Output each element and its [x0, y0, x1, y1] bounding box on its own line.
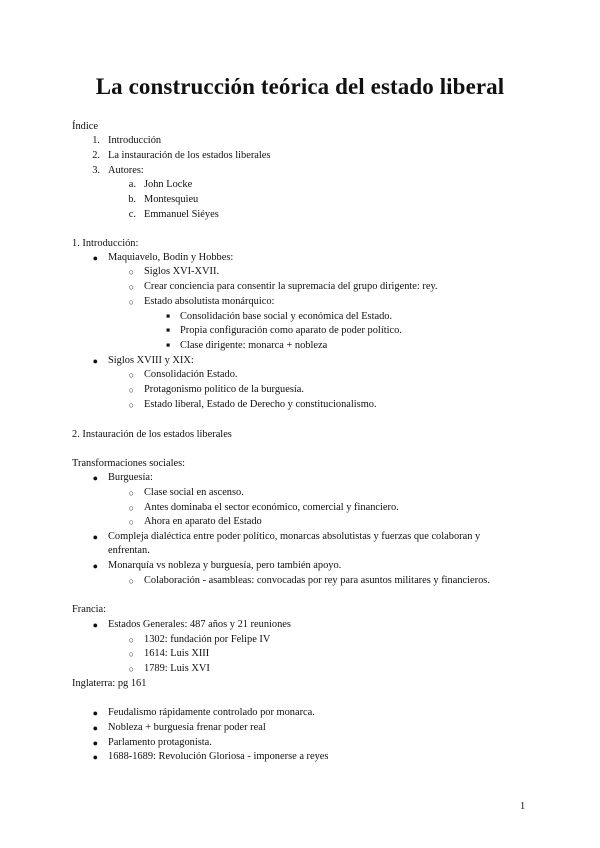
circle-bullet-icon: ○: [128, 635, 134, 645]
bullet-icon: ●: [92, 253, 98, 263]
author-item: John Locke: [144, 179, 193, 190]
author-marker: b.: [128, 194, 136, 205]
subheading: Transformaciones sociales:: [72, 458, 186, 469]
list-item: Burguesía:: [108, 472, 153, 483]
author-marker: c.: [128, 209, 136, 220]
circle-bullet-icon: ○: [128, 503, 134, 513]
list-item: Estado liberal, Estado de Derecho y constitucionalismo.: [144, 399, 377, 410]
list-item: 1614: Luis XIII: [144, 648, 210, 659]
list-item: Colaboración - asambleas: convocadas por rey para asuntos militares y financieros.: [144, 575, 490, 586]
index-item: La instauración de los estados liberales: [108, 150, 271, 161]
bullet-icon: ●: [92, 473, 98, 483]
circle-bullet-icon: ○: [128, 267, 134, 277]
square-bullet-icon: ■: [166, 313, 170, 320]
square-bullet-icon: ■: [166, 342, 170, 349]
circle-bullet-icon: ○: [128, 488, 134, 498]
list-item: Nobleza + burguesía frenar poder real: [108, 722, 266, 733]
index-marker: 2.: [92, 150, 100, 161]
subheading: Inglaterra: pg 161: [72, 678, 147, 689]
circle-bullet-icon: ○: [128, 664, 134, 674]
bullet-icon: ●: [92, 708, 98, 718]
bullet-icon: ●: [92, 738, 98, 748]
list-item: Clase social en ascenso.: [144, 487, 244, 498]
bullet-icon: ●: [92, 752, 98, 762]
author-marker: a.: [128, 179, 136, 190]
index-heading: Índice: [72, 121, 98, 132]
bullet-icon: ●: [92, 356, 98, 366]
list-item: Clase dirigente: monarca + nobleza: [180, 340, 328, 351]
circle-bullet-icon: ○: [128, 576, 134, 586]
index-item: Autores:: [108, 165, 144, 176]
list-item: 1789: Luis XVI: [144, 663, 210, 674]
list-item: 1688-1689: Revolución Gloriosa - imponerse a reyes: [108, 751, 329, 762]
circle-bullet-icon: ○: [128, 517, 134, 527]
subheading: Francia:: [72, 604, 107, 615]
circle-bullet-icon: ○: [128, 297, 134, 307]
bullet-icon: ●: [92, 620, 98, 630]
document-title: La construcción teórica del estado liberal: [95, 74, 505, 99]
list-item: Monarquía vs nobleza y burguesía, pero también apoyo.: [108, 560, 342, 571]
bullet-icon: ●: [92, 561, 98, 571]
square-bullet-icon: ■: [166, 327, 170, 334]
list-item: Compleja dialéctica entre poder político, monarcas absolutistas y fuerzas que colaboran y enfrentan.: [108, 531, 481, 556]
list-item: Consolidación Estado.: [144, 369, 238, 380]
list-item: Consolidación base social y económica del Estado.: [180, 311, 393, 322]
list-item: 1302: fundación por Felipe IV: [144, 634, 271, 645]
list-item: Estados Generales: 487 años y 21 reuniones: [108, 619, 291, 630]
author-item: Montesquieu: [144, 194, 199, 205]
circle-bullet-icon: ○: [128, 400, 134, 410]
list-item: Propia configuración como aparato de poder político.: [180, 325, 402, 336]
list-item: Ahora en aparato del Estado: [144, 516, 262, 527]
index-marker: 1.: [92, 135, 100, 146]
list-item: Parlamento protagonista.: [108, 737, 212, 748]
list-item: Siglos XVI-XVII.: [144, 266, 220, 277]
circle-bullet-icon: ○: [128, 282, 134, 292]
circle-bullet-icon: ○: [128, 649, 134, 659]
author-item: Emmanuel Siéyes: [144, 209, 219, 220]
list-item: Crear conciencia para consentir la supremacía del grupo dirigente: rey.: [144, 281, 438, 292]
section-heading: 1. Introducción:: [72, 238, 139, 249]
section-heading: 2. Instauración de los estados liberales: [72, 429, 232, 440]
circle-bullet-icon: ○: [128, 370, 134, 380]
index-item: Introducción: [108, 135, 162, 146]
list-item: Maquiavelo, Bodin y Hobbes:: [108, 252, 234, 263]
circle-bullet-icon: ○: [128, 385, 134, 395]
index-marker: 3.: [92, 165, 100, 176]
list-item: Feudalismo rápidamente controlado por monarca.: [108, 707, 315, 718]
bullet-icon: ●: [92, 532, 98, 542]
list-item: Antes dominaba el sector económico, comercial y financiero.: [144, 502, 399, 513]
bullet-icon: ●: [92, 723, 98, 733]
list-item: Siglos XVIII y XIX:: [108, 355, 194, 366]
page-number: 1: [520, 801, 526, 812]
list-item: Estado absolutista monárquico:: [144, 296, 275, 307]
list-item: Protagonismo político de la burguesía.: [144, 384, 304, 395]
